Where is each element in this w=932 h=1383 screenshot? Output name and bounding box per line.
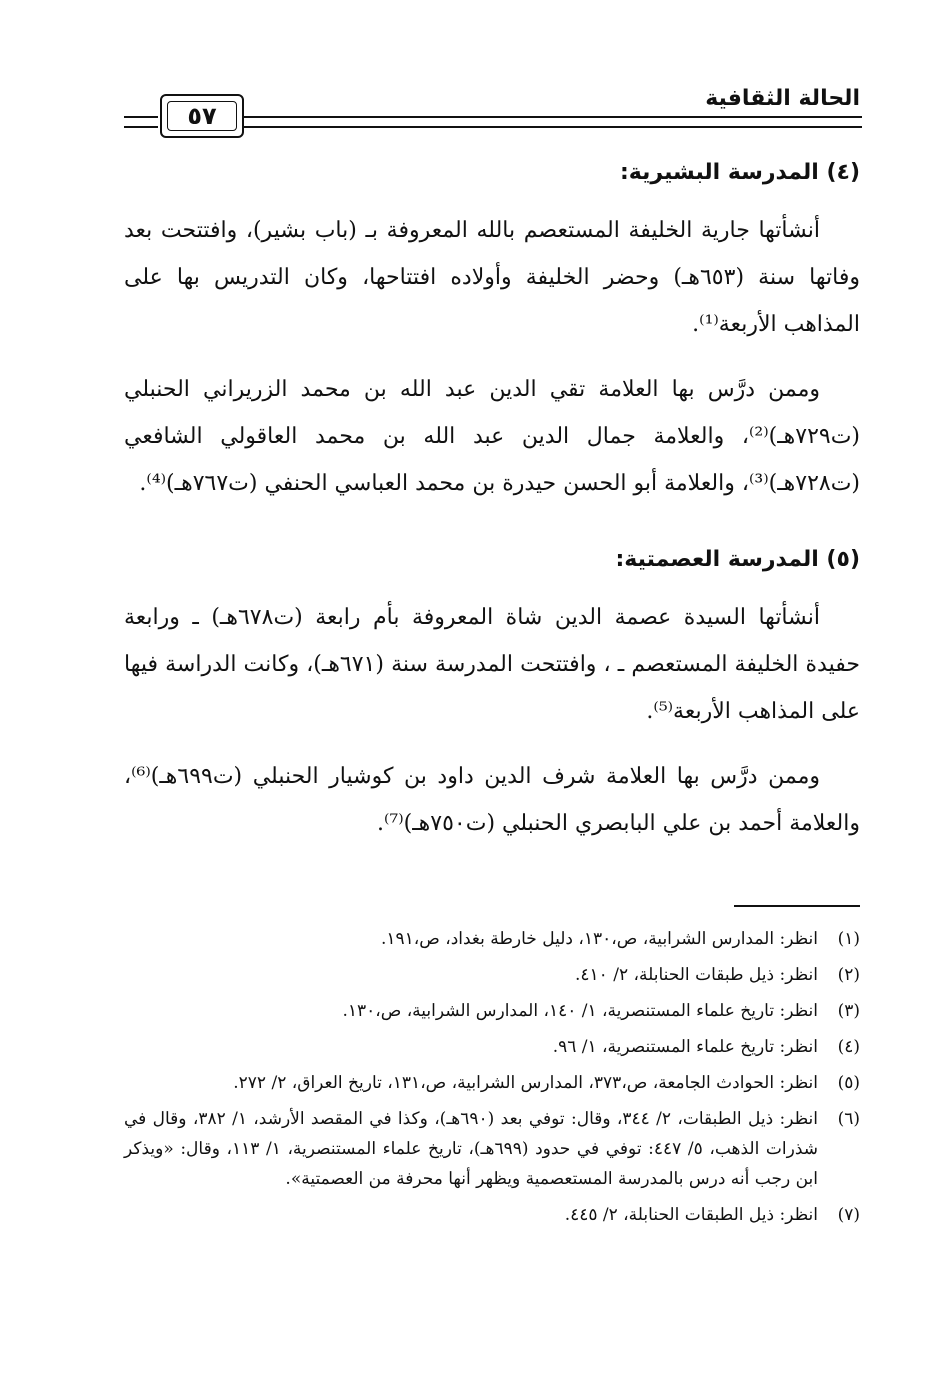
footnote-number: (٢) — [837, 965, 860, 985]
footnote-text: انظر: الحوادث الجامعة، ص،٣٧٣، المدارس الشرابية، ص،١٣١، تاريخ العراق، ٢/ ٢٧٢. — [233, 1073, 818, 1093]
footnote-number: (٤) — [837, 1037, 860, 1057]
header-rule-left — [124, 116, 158, 128]
footnote — [124, 960, 860, 990]
footnote-text: انظر: ذيل طبقات الحنابلة، ٢/ ٤١٠. — [575, 965, 818, 985]
footnote-number: (٦) — [837, 1109, 860, 1129]
section-heading: (٥) المدرسة العصمتية: — [615, 547, 860, 572]
footnote-text: انظر: المدارس الشرابية، ص،١٣٠، دليل خارطة بغداد، ص،١٩١. — [380, 929, 818, 949]
footnote-number: (٣) — [837, 1001, 860, 1021]
page-number-box — [160, 94, 244, 138]
footnote-text: انظر: تاريخ علماء المستنصرية، ١/ ١٤٠، المدارس الشرابية، ص،١٣٠. — [342, 1001, 818, 1021]
paragraph: وممن درَّس بها العلامة شرف الدين داود بن كوشيار الحنبلي (ت٦٩٩هـ)⁽⁶⁾، والعلامة أحمد بن علي البابصري الحنبلي (ت٧٥٠هـ)⁽⁷⁾. — [124, 764, 860, 836]
footnote — [124, 1068, 860, 1098]
footnote — [124, 924, 860, 954]
running-title: الحالة الثقافية — [705, 86, 860, 111]
footnotes — [124, 924, 860, 1236]
footnote-number: (٥) — [837, 1073, 860, 1093]
footnote-text: انظر: ذيل الطبقات، ٢/ ٣٤٤، وقال: توفي بعد (٦٩٠هـ)، وكذا في المقصد الأرشد، ١/ ٣٨٢، وقال في شذرات الذهب، ٥/ ٤٤٧: توفي في حدود (٦٩٩هـ)، تاريخ علماء المستنصرية، ١/ ١١٣، وقال: «ويذكر ابن رجب أنه درس بالمدرسة المستعصمية ويظهر أنها محرفة من العصمتية». — [124, 1109, 818, 1189]
footnote — [124, 1104, 860, 1194]
paragraph: أنشأتها جارية الخليفة المستعصم بالله المعروفة بـ (باب بشير)، وافتتحت بعد وفاتها سنة (٦٥٣هـ) وحضر الخليفة وأولاده افتتاحها، وكان التدريس بها على المذاهب الأربعة⁽¹⁾. — [124, 218, 860, 337]
main-text — [124, 160, 860, 865]
footnote-number: (٧) — [837, 1205, 860, 1225]
footnote-text: انظر: ذيل الطبقات الحنابلة، ٢/ ٤٤٥. — [564, 1205, 818, 1225]
header-rule — [244, 116, 862, 128]
footnote-separator — [734, 905, 860, 907]
footnote — [124, 996, 860, 1026]
section-heading: (٤) المدرسة البشيرية: — [619, 160, 860, 185]
paragraph: أنشأتها السيدة عصمة الدين شاة المعروفة بأم رابعة (ت٦٧٨هـ) ـ ورابعة حفيدة الخليفة المستعصم ـ ، وافتتحت المدرسة سنة (٦٧١هـ)، وكانت الدراسة فيها على المذاهب الأربعة⁽⁵⁾. — [124, 605, 860, 724]
footnote — [124, 1200, 860, 1230]
paragraph: وممن درَّس بها العلامة تقي الدين عبد الله بن محمد الزريراني الحنبلي (ت٧٢٩هـ)⁽²⁾، والعلامة جمال الدين عبد الله بن محمد العاقولي الشافعي (ت٧٢٨هـ)⁽³⁾، والعلامة أبو الحسن حيدرة بن محمد العباسي الحنفي (ت٧٦٧هـ)⁽⁴⁾. — [124, 377, 860, 496]
footnote-text: انظر: تاريخ علماء المستنصرية، ١/ ٩٦. — [552, 1037, 818, 1057]
footnote-number: (١) — [837, 929, 860, 949]
page-number: ٥٧ — [187, 102, 217, 130]
footnote — [124, 1032, 860, 1062]
